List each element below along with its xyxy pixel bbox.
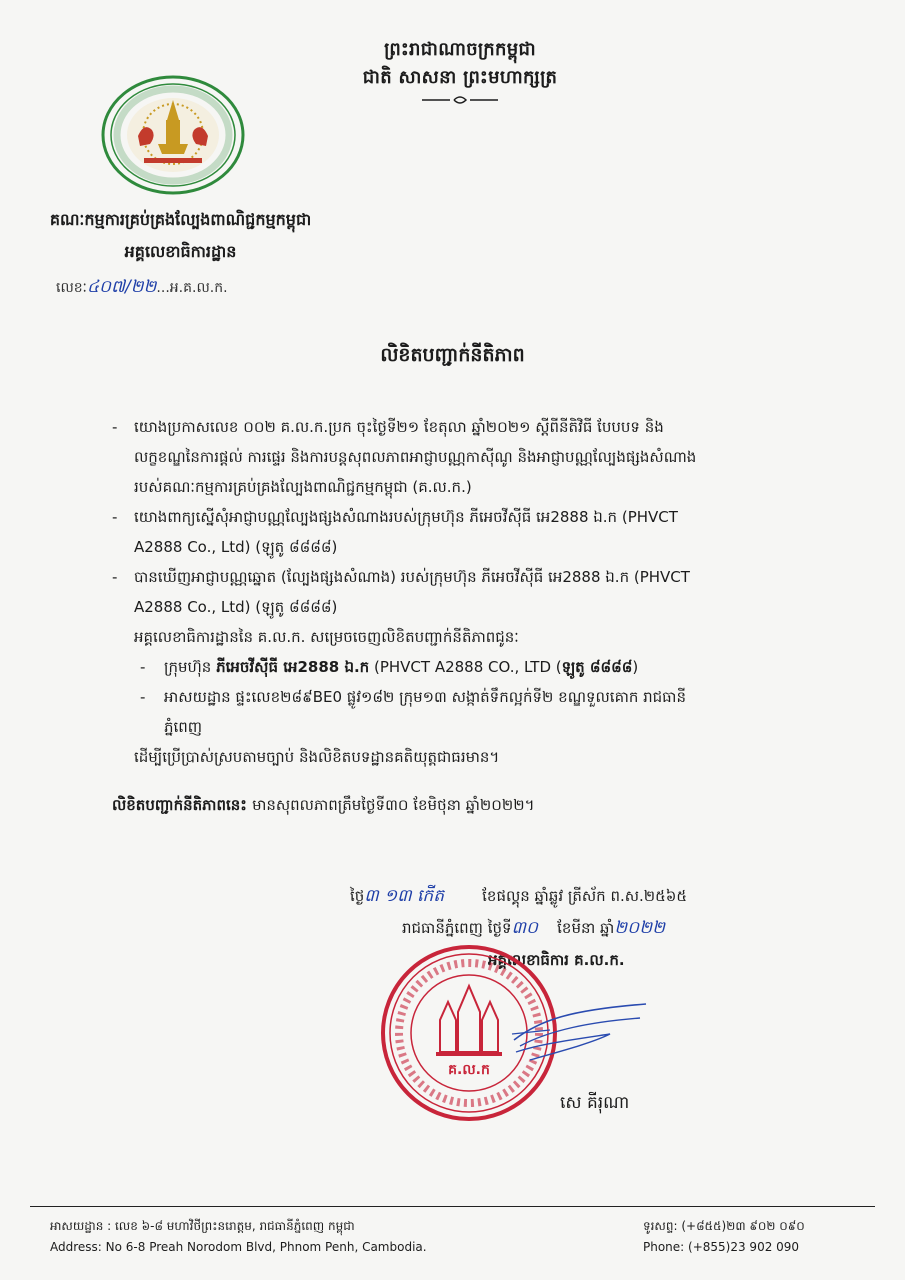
company-entry <box>112 652 847 682</box>
bullet-dash: - <box>112 508 118 526</box>
reference-item <box>112 412 847 502</box>
kingdom-header <box>330 36 590 106</box>
handwritten-signature <box>510 1000 650 1070</box>
reference-handwritten: ៤០៧/២២ <box>86 277 157 297</box>
signer-title: អគ្គលេខាធិការ គ.ល.ក. <box>488 951 625 969</box>
lunar-prefix: ថ្ងៃ <box>350 887 365 905</box>
item-line: របស់គណៈកម្មការគ្រប់គ្រងល្បែងពាណិជ្ជកម្មកម្ពុជា (គ.ល.ក.) <box>134 478 472 496</box>
solar-prefix: រាជធានីភ្នំពេញ ថ្ងៃទី <box>402 919 512 937</box>
validity-statement <box>112 790 847 820</box>
bullet-dash: - <box>112 568 118 586</box>
phone-english: Phone: (+855)23 902 090 <box>643 1240 800 1254</box>
item-line: A2888 Co., Ltd) (ឡូតូ ៨៨៨៨) <box>134 538 338 556</box>
kingdom-motto: ជាតិ សាសនា ព្រះមហាក្សត្រ <box>362 67 558 88</box>
lunar-rest: ខែផល្គុន ឆ្នាំឆ្លូវ ត្រីស័ក ព.ស.២៥៦៥ <box>482 887 687 905</box>
kingdom-title: ព្រះរាជាណាចក្រកម្ពុជា <box>384 39 536 60</box>
item-line: យោងពាក្យស្នើសុំអាជ្ញាបណ្ណល្បែងផ្សងសំណាងរបស់ក្រុមហ៊ុន ភីអេចវីស៊ីធី អេ2888 ឯ.ក (PHVCT <box>134 508 678 526</box>
reference-prefix: លេខៈ <box>56 280 87 296</box>
signatory-name: សេ គីរុណា <box>560 1093 630 1113</box>
company-prefix: ក្រុមហ៊ុន <box>164 658 217 676</box>
lunar-handwritten: ៣ ១៣ កើត <box>364 886 445 906</box>
company-address <box>112 682 847 742</box>
document-body <box>112 412 847 820</box>
solar-date <box>340 912 820 944</box>
commission-logo-emblem <box>100 74 246 196</box>
issuing-organization <box>8 208 353 264</box>
validity-text: មានសុពលភាពត្រឹមថ្ងៃទី៣០ ខែមិថុនា ឆ្នាំ២០២២។ <box>252 796 535 814</box>
bullet-dash: - <box>112 418 118 436</box>
item-line: យោងប្រកាសលេខ ០០២ គ.ល.ក.ប្រក ចុះថ្ងៃទី២១ ខែតុលា ឆ្នាំ២០២១ ស្ដីពីនីតិវិធី បែបបទ និង <box>134 418 664 436</box>
commission-logo <box>100 74 246 196</box>
footer-address <box>50 1216 427 1258</box>
department-name: អគ្គលេខាធិការដ្ឋាន <box>124 242 237 261</box>
purpose-statement: ដើម្បីប្រើប្រាស់ស្របតាមច្បាប់ និងលិខិតបទដ្ឋានគតិយុត្តជាធរមាន។ <box>134 748 500 766</box>
footer-phone <box>643 1216 805 1258</box>
reference-number <box>56 276 228 301</box>
solar-day-handwritten: ៣០ <box>511 918 539 938</box>
reference-suffix: ...អ.គ.ល.ក. <box>156 280 228 296</box>
reference-item <box>112 562 847 622</box>
address-line: ភ្នំពេញ <box>164 718 203 736</box>
bullet-dash: - <box>140 688 146 706</box>
solar-year: ២០២២ <box>614 918 665 938</box>
seal-center-text: គ.ល.ក <box>448 1062 490 1078</box>
signature-strokes <box>510 1000 650 1070</box>
address-khmer: អាសយដ្ឋាន : លេខ ៦-៨ មហាវិថីព្រះនរោត្តម, រាជធានីភ្នំពេញ កម្ពុជា <box>50 1219 355 1233</box>
company-lotto: ឡូតូ ៨៨៨៨ <box>561 658 633 676</box>
document-title: លិខិតបញ្ជាក់នីតិភាព <box>380 344 525 366</box>
phone-khmer: ទូរសព្ទ: (+៨៥៥)២៣ ៩០២ ០៩០ <box>643 1219 805 1233</box>
validity-label: លិខិតបញ្ជាក់នីតិភាពនេះ <box>112 796 253 814</box>
lunar-date <box>340 880 820 912</box>
organization-name: គណៈកម្មការគ្រប់គ្រងល្បែងពាណិជ្ជកម្មកម្ពុជា <box>49 210 312 229</box>
reference-item <box>112 502 847 562</box>
item-line: លក្ខខណ្ឌនៃការផ្ដល់ ការផ្ទេរ និងការបន្តសុពលភាពអាជ្ញាបណ្ណកាស៊ីណូ និងអាជ្ញាបណ្ណល្បែងផ្សងសំណាង <box>134 448 697 466</box>
footer-divider <box>30 1206 875 1207</box>
company-name: ភីអេចវីស៊ីធី អេ2888 ឯ.ក <box>216 658 370 676</box>
header-ornament <box>420 94 500 106</box>
item-line: បានឃើញអាជ្ញាបណ្ណឆ្នោត (ល្បែងផ្សងសំណាង) របស់ក្រុមហ៊ុន ភីអេចវីស៊ីធី អេ2888 ឯ.ក (PHVCT <box>134 568 690 586</box>
solar-mid: ខែមីនា ឆ្នាំ <box>552 919 615 937</box>
company-english: (PHVCT A2888 CO., LTD ( <box>369 658 562 676</box>
company-end: ) <box>632 658 639 676</box>
address-line: អាសយដ្ឋាន ផ្ទះលេខ២៨៩BE0 ផ្លូវ១៨២ ក្រុម១៣ សង្កាត់ទឹកល្អក់ទី២ ខណ្ឌទួលគោក រាជធានី <box>164 688 686 706</box>
address-english: Address: No 6-8 Preah Norodom Blvd, Phnom Penh, Cambodia. <box>50 1240 427 1254</box>
bullet-dash: - <box>140 658 146 676</box>
decision-statement: អគ្គលេខាធិការដ្ឋាននៃ គ.ល.ក. សម្រេចចេញលិខិតបញ្ជាក់នីតិភាពជូនៈ <box>134 628 519 646</box>
item-line: A2888 Co., Ltd) (ឡូតូ ៨៨៨៨) <box>134 598 338 616</box>
